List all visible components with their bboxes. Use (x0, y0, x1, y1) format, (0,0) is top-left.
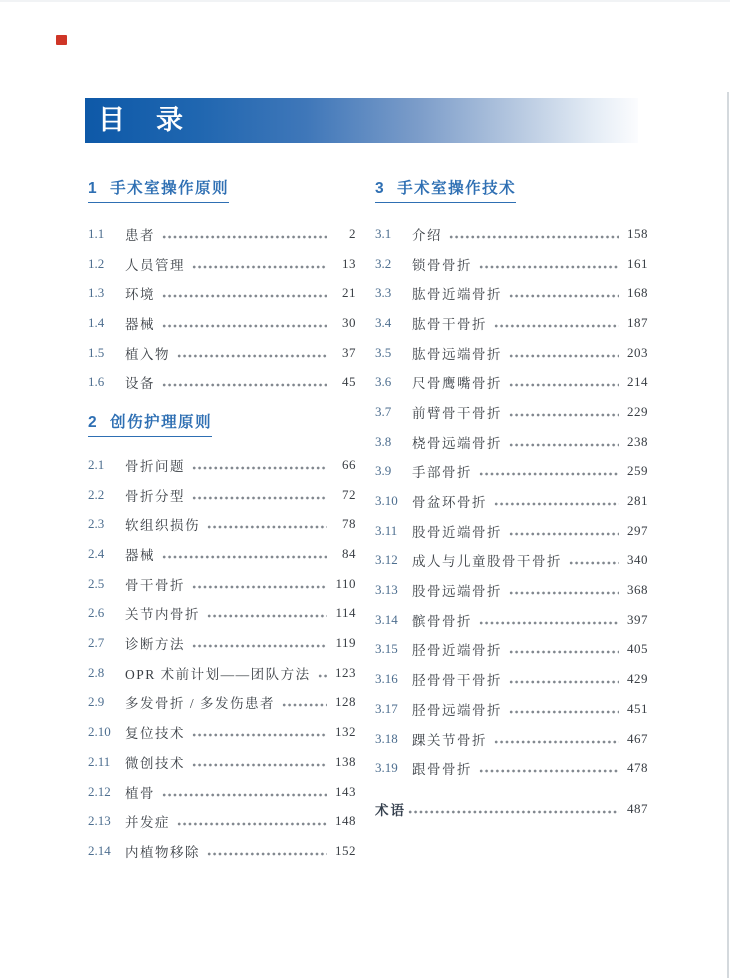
toc-entry (88, 569, 356, 599)
entry-number: 3.16 (375, 671, 398, 687)
toc-entry (375, 664, 648, 694)
entry-number: 2.13 (88, 813, 111, 829)
entry-page: 132 (335, 724, 356, 740)
entry-page: 478 (627, 760, 648, 776)
entry-title: 患者 (125, 227, 155, 243)
entry-number: 3.2 (375, 255, 392, 271)
entry-title: 介绍 (412, 227, 442, 243)
entry-title: 手部骨折 (412, 465, 472, 481)
entry-title: 人员管理 (125, 257, 185, 273)
entry-title: 器械 (125, 548, 155, 564)
dot-leader (509, 530, 619, 538)
toc-header-bar (85, 98, 638, 143)
toc-column-right (375, 170, 648, 866)
toc-entry (375, 546, 648, 576)
dot-leader (494, 322, 619, 330)
toc-entry (88, 278, 356, 308)
entry-number: 2.7 (88, 635, 105, 651)
entry-page: 110 (335, 575, 356, 591)
toc-entry (375, 397, 648, 427)
page-right-edge (727, 92, 729, 978)
dot-leader (509, 381, 619, 389)
entry-number: 3.9 (375, 463, 392, 479)
toc-entry (88, 219, 356, 249)
dot-leader (192, 731, 327, 739)
dot-leader (569, 559, 619, 567)
entry-page: 138 (335, 753, 356, 769)
dot-leader (192, 464, 327, 472)
dot-leader (509, 648, 619, 656)
entry-title: 骨折分型 (125, 488, 185, 504)
toc-entry (375, 367, 648, 397)
toc-entry (88, 450, 356, 480)
dot-leader (207, 850, 327, 858)
toc-entry (88, 599, 356, 629)
dot-leader (509, 708, 619, 716)
toc-entry (375, 427, 648, 457)
dot-leader (282, 701, 327, 709)
toc-entry (88, 308, 356, 338)
entry-page: 229 (627, 403, 648, 419)
entry-number: 1.2 (88, 255, 105, 271)
dot-leader (192, 494, 327, 502)
dot-leader (192, 583, 327, 591)
entry-number: 2.5 (88, 575, 105, 591)
toc-entry (375, 575, 648, 605)
entry-title: 植骨 (125, 785, 155, 801)
red-corner-mark (56, 35, 67, 45)
entry-page: 214 (627, 374, 648, 390)
toc-entry (88, 249, 356, 279)
entry-title: 环境 (125, 287, 155, 303)
entry-title: 骨折问题 (125, 458, 185, 474)
dot-leader (318, 672, 327, 680)
entry-number: 3.6 (375, 374, 392, 390)
entry-title: OPR 术前计划——团队方法 (125, 666, 311, 682)
entry-number: 2.8 (88, 664, 105, 680)
toc-entry (375, 794, 648, 824)
entry-title: 设备 (125, 376, 155, 392)
toc-entry (88, 338, 356, 368)
dot-leader (207, 612, 327, 620)
toc-entry (88, 628, 356, 658)
toc-entry (88, 806, 356, 836)
entry-number: 3.19 (375, 760, 398, 776)
entry-number: 3.14 (375, 611, 398, 627)
section-heading (375, 178, 648, 203)
dot-leader (509, 589, 619, 597)
entry-page: 487 (627, 800, 648, 816)
toc-entry (375, 278, 648, 308)
dot-leader (509, 292, 619, 300)
toc-entry (375, 249, 648, 279)
entry-number: 3.10 (375, 493, 398, 509)
entry-page: 45 (342, 374, 356, 390)
section-title: 手术室操作原则 (110, 180, 230, 197)
entry-number: 2.11 (88, 753, 111, 769)
toc-title: 目 录 (98, 105, 185, 135)
entry-title: 成人与儿童股骨干骨折 (412, 554, 562, 570)
entry-page: 203 (627, 344, 648, 360)
toc-entry (375, 338, 648, 368)
entry-number: 2.12 (88, 783, 111, 799)
entry-title: 复位技术 (125, 726, 185, 742)
entry-page: 158 (627, 225, 648, 241)
entry-title: 肱骨近端骨折 (412, 287, 502, 303)
entry-number: 3.17 (375, 700, 398, 716)
entry-title: 前臂骨干骨折 (412, 405, 502, 421)
entry-page: 397 (627, 611, 648, 627)
entry-page: 168 (627, 285, 648, 301)
dot-leader (509, 411, 619, 419)
entry-number: 2.4 (88, 546, 105, 562)
toc-column-left (88, 170, 356, 866)
section-number: 3 (375, 180, 386, 197)
entry-number: 3.3 (375, 285, 392, 301)
page-top-edge (0, 0, 730, 2)
entry-number: 3.4 (375, 314, 392, 330)
entry-title: 诊断方法 (125, 637, 185, 653)
toc-entry (88, 747, 356, 777)
entry-title: 软组织损伤 (125, 518, 200, 534)
dot-leader (162, 791, 327, 799)
entry-number: 3.18 (375, 730, 398, 746)
entry-number: 3.8 (375, 433, 392, 449)
section-heading (88, 412, 356, 437)
entry-page: 128 (335, 694, 356, 710)
entry-number: 2.6 (88, 605, 105, 621)
entry-title: 内植物移除 (125, 844, 200, 860)
entry-page: 238 (627, 433, 648, 449)
entry-page: 187 (627, 314, 648, 330)
entry-page: 143 (335, 783, 356, 799)
entry-title: 尺骨鹰嘴骨折 (412, 376, 502, 392)
dot-leader (177, 820, 327, 828)
entry-title: 肱骨远端骨折 (412, 346, 502, 362)
entry-title: 微创技术 (125, 755, 185, 771)
section-title: 创伤护理原则 (110, 414, 213, 432)
dot-leader (509, 441, 619, 449)
toc-entry (88, 777, 356, 807)
toc-entry (375, 486, 648, 516)
entry-page: 429 (627, 671, 648, 687)
dot-leader (162, 553, 327, 561)
section-heading-text (88, 178, 229, 203)
entry-number: 2.1 (88, 456, 105, 472)
section-title: 手术室操作技术 (397, 180, 517, 197)
dot-leader (162, 233, 327, 241)
dot-leader (494, 500, 619, 508)
entry-title: 关节内骨折 (125, 607, 200, 623)
entry-number: 3.11 (375, 522, 398, 538)
dot-leader (192, 761, 327, 769)
entry-title: 骨干骨折 (125, 577, 185, 593)
dot-leader (162, 381, 327, 389)
entry-page: 340 (627, 552, 648, 568)
entry-number: 1.3 (88, 285, 105, 301)
entry-number: 1.1 (88, 225, 105, 241)
dot-leader (177, 352, 327, 360)
toc-columns (88, 170, 648, 866)
toc-entry (88, 717, 356, 747)
dot-leader (494, 738, 619, 746)
entry-number: 3.12 (375, 552, 398, 568)
entry-number: 2.2 (88, 486, 105, 502)
entry-number: 1.6 (88, 374, 105, 390)
toc-entry (375, 694, 648, 724)
dot-leader (192, 642, 327, 650)
dot-leader (479, 263, 619, 271)
entry-title: 多发骨折 / 多发伤患者 (125, 696, 276, 712)
entry-page: 297 (627, 522, 648, 538)
entry-title: 器械 (125, 316, 155, 332)
entry-page: 451 (627, 700, 648, 716)
entry-title: 髌骨骨折 (412, 613, 472, 629)
entry-page: 152 (335, 842, 356, 858)
section-heading-text (88, 412, 212, 437)
entry-page: 161 (627, 255, 648, 271)
toc-entry (88, 688, 356, 718)
dot-leader (162, 292, 327, 300)
dot-leader (207, 523, 327, 531)
entry-page: 114 (335, 605, 356, 621)
entry-page: 30 (342, 314, 356, 330)
toc-entry (375, 219, 648, 249)
dot-leader (449, 233, 619, 241)
entry-number: 3.15 (375, 641, 398, 657)
entry-page: 148 (335, 813, 356, 829)
entry-title: 并发症 (125, 815, 170, 831)
entry-page: 21 (342, 285, 356, 301)
entry-title: 植入物 (125, 346, 170, 362)
entry-page: 368 (627, 582, 648, 598)
entry-number: 3.13 (375, 582, 398, 598)
entry-title: 锁骨骨折 (412, 257, 472, 273)
dot-leader (479, 470, 619, 478)
entry-page: 72 (342, 486, 356, 502)
section-heading (88, 178, 356, 203)
toc-entry (88, 510, 356, 540)
entry-number: 3.5 (375, 344, 392, 360)
toc-entry (88, 836, 356, 866)
entry-number: 2.3 (88, 516, 105, 532)
entry-page: 119 (335, 635, 356, 651)
toc-entry (375, 753, 648, 783)
entry-number: 2.9 (88, 694, 105, 710)
entry-page: 66 (342, 456, 356, 472)
entry-title: 肱骨干骨折 (412, 316, 487, 332)
toc-entry (375, 457, 648, 487)
entry-number: 3.1 (375, 225, 392, 241)
toc-entry (375, 516, 648, 546)
toc-entry (375, 605, 648, 635)
entry-number: 2.14 (88, 842, 111, 858)
entry-page: 13 (342, 255, 356, 271)
entry-title: 术语 (375, 802, 406, 818)
toc-entry (88, 480, 356, 510)
entry-page: 2 (349, 225, 356, 241)
entry-page: 405 (627, 641, 648, 657)
entry-title: 跟骨骨折 (412, 762, 472, 778)
dot-leader (192, 263, 327, 271)
entry-title: 骨盆环骨折 (412, 495, 487, 511)
entry-title: 胫骨骨干骨折 (412, 673, 502, 689)
toc-entry (88, 367, 356, 397)
dot-leader (408, 808, 619, 816)
dot-leader (509, 352, 619, 360)
toc-entry (375, 724, 648, 754)
dot-leader (162, 322, 327, 330)
entry-page: 281 (627, 493, 648, 509)
entry-title: 股骨近端骨折 (412, 524, 502, 540)
entry-title: 股骨远端骨折 (412, 584, 502, 600)
section-heading-text (375, 178, 516, 203)
toc-entry (375, 308, 648, 338)
entry-page: 467 (627, 730, 648, 746)
entry-page: 78 (342, 516, 356, 532)
entry-title: 踝关节骨折 (412, 732, 487, 748)
dot-leader (479, 619, 619, 627)
toc-entry (88, 658, 356, 688)
entry-page: 259 (627, 463, 648, 479)
entry-title: 桡骨远端骨折 (412, 435, 502, 451)
entry-title: 胫骨远端骨折 (412, 702, 502, 718)
entry-number: 1.5 (88, 344, 105, 360)
entry-page: 37 (342, 344, 356, 360)
entry-number: 1.4 (88, 314, 105, 330)
section-number: 1 (88, 180, 99, 197)
dot-leader (479, 767, 619, 775)
entry-number: 2.10 (88, 724, 111, 740)
dot-leader (509, 678, 619, 686)
entry-number: 3.7 (375, 403, 392, 419)
toc-entry (88, 539, 356, 569)
toc-entry (375, 635, 648, 665)
entry-page: 84 (342, 546, 356, 562)
entry-page: 123 (335, 664, 356, 680)
section-number: 2 (88, 414, 99, 432)
entry-title: 胫骨近端骨折 (412, 643, 502, 659)
